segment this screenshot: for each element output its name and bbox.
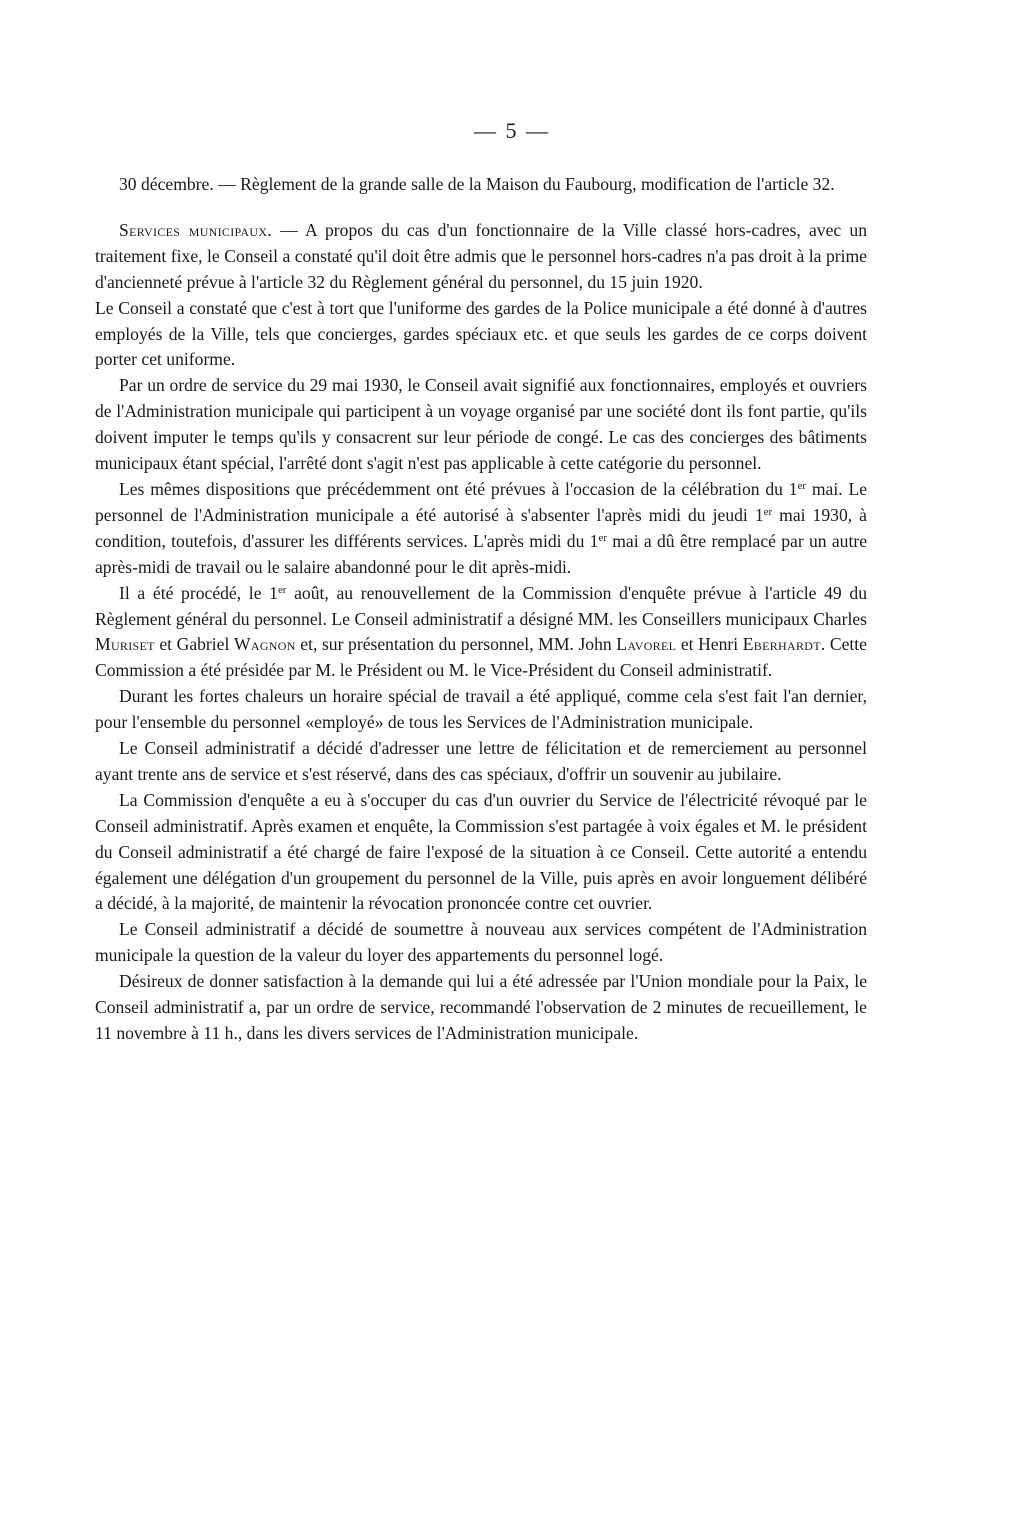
paragraph-premier-mai-text-d: mai a dû être remplacé par un autre après-midi de travail ou le salaire abandonné pour le dit après-midi. xyxy=(95,530,867,577)
paragraph-ouvrier-electricite: La Commission d'enquête a eu à s'occuper du cas d'un ouvrier du Service de l'électricité révoqué par le Conseil administratif. Après examen et enquête, la Commission s'est partagée à voix égales et M. le président du Conseil administratif a été chargé de faire l'exposé de la situation à ce Conseil. Cette autorité a entendu également une délégation d'un groupement du personnel de la Ville, puis après en avoir longuement délibéré a décidé, à la majorité, de maintenir la révocation prononcée contre cet ouvrier. xyxy=(95,789,867,914)
ordinal-superscript: er xyxy=(598,531,607,544)
paragraph-loyer-appartements: Le Conseil administratif a décidé de soumettre à nouveau aux services compétent de l'Administration municipale la question de la valeur du loyer des appartements du personnel logé. xyxy=(95,919,867,966)
page-number: — 5 — xyxy=(474,118,550,143)
paragraph-commission-text-b: août, au renouvellement de la Commission d'enquête prévue à l'article 49 du Règlement général du personnel. Le Conseil administratif a désigné MM. les Conseillers municipaux Charles xyxy=(95,582,867,629)
paragraph-services-municipaux xyxy=(95,218,867,296)
paragraph-uniforme-police: Le Conseil a constaté que c'est à tort que l'uniforme des gardes de la Police municipale a été donné à d'autres employés de la Ville, tels que concierges, gardes spéciaux etc. et que seuls les gardes de ce corps doivent porter cet uniforme. xyxy=(95,297,867,370)
person-name-wagnon: Wagnon xyxy=(233,634,296,655)
paragraph-lettre-felicitation: Le Conseil administratif a décidé d'adresser une lettre de félicitation et de remerciement au personnel ayant trente ans de service et s'est réservé, dans des cas spéciaux, d'offrir un souvenir au jubilaire. xyxy=(95,738,867,784)
paragraph-premier-mai xyxy=(95,477,867,581)
paragraph-premier-mai-text-c: mai 1930, à condition, toutefois, d'assurer les différents services. L'après midi du 1 xyxy=(95,504,867,551)
paragraph-commission-text-a: Il a été procédé, le 1 xyxy=(119,582,278,603)
paragraph-union-mondiale-paix: Désireux de donner satisfaction à la demande qui lui a été adressée par l'Union mondiale pour la Paix, le Conseil administratif a, par un ordre de service, recommandé l'observation de 2 minutes de recueillement, le 11 novembre à 11 h., dans les divers services de l'Administration municipale. xyxy=(95,971,867,1043)
ordinal-superscript: er xyxy=(797,479,807,492)
paragraph-commission-enquete xyxy=(95,581,867,685)
section-heading-services-municipaux: Services municipaux. xyxy=(119,219,273,240)
paragraph-commission-text-f: . Cette Commission a été présidée par M. le Président ou M. le Vice-Président du Conseil administratif. xyxy=(95,634,867,681)
paragraph-premier-mai-text-a: Les mêmes dispositions que précédemment ont été prévues à l'occasion de la célébration du 1 xyxy=(119,478,798,499)
paragraph-ordre-service-voyage: Par un ordre de service du 29 mai 1930, le Conseil avait signifié aux fonctionnaires, employés et ouvriers de l'Administration municipale qui participent à un voyage organisé par une société dont ils font partie, qu'ils doivent imputer le temps qu'ils y consacrent sur leur période de congé. Le cas des concierges des bâtiments municipaux étant spécial, l'arrêté dont s'agit n'est pas applicable à cette catégorie du personnel. xyxy=(95,375,867,474)
ordinal-superscript: er xyxy=(277,583,287,596)
person-name-eberhardt: Eberhardt xyxy=(742,634,821,655)
paragraph-services-municipaux-text: — A propos du cas d'un fonctionnaire de la Ville classé hors-cadres, avec un traitement fixe, le Conseil a constaté qu'il doit être admis que le personnel hors-cadres n'a pas droit à la prime d'ancienneté prévue à l'article 32 du Règlement général du personnel, du 15 juin 1920. xyxy=(95,219,867,292)
paragraph-reglement-salle: 30 décembre. — Règlement de la grande salle de la Maison du Faubourg, modification de l'article 32. xyxy=(119,174,835,194)
ordinal-superscript: er xyxy=(763,505,773,518)
paragraph-premier-mai-text-b: mai. Le personnel de l'Administration municipale a été autorisé à s'absenter l'après midi du jeudi 1 xyxy=(95,478,868,525)
person-name-muriset: Muriset xyxy=(95,634,155,655)
person-name-lavorel: Lavorel xyxy=(616,634,677,655)
paragraph-horaire-chaleurs: Durant les fortes chaleurs un horaire spécial de travail a été appliqué, comme cela s'est fait l'an dernier, pour l'ensemble du personnel «employé» de tous les Services de l'Administration municipale. xyxy=(95,686,867,733)
paragraph-commission-text-d: et, sur présentation du personnel, MM. John xyxy=(295,634,617,655)
paragraph-commission-text-c: et Gabriel xyxy=(154,634,234,655)
document-body xyxy=(95,172,867,1047)
paragraph-commission-text-e: et Henri xyxy=(676,634,743,655)
